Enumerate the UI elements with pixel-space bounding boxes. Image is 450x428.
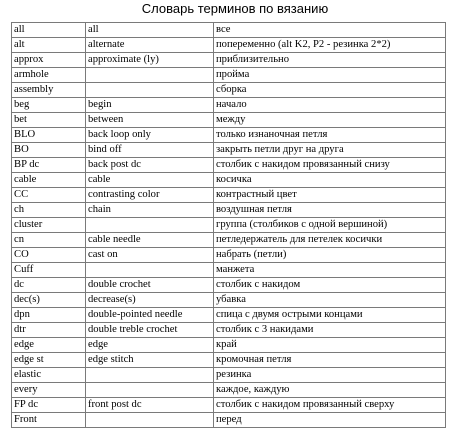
table-row [12, 53, 446, 68]
russian-term-cell: косичка [214, 173, 446, 188]
abbreviation-cell: BO [12, 143, 86, 158]
english-term-cell [86, 413, 214, 428]
abbreviation-cell: FP dc [12, 398, 86, 413]
russian-term-cell: пройма [214, 68, 446, 83]
russian-term-cell: воздушная петля [214, 203, 446, 218]
english-term-cell: front post dc [86, 398, 214, 413]
glossary-table [11, 22, 446, 428]
table-row [12, 338, 446, 353]
table-row [12, 293, 446, 308]
english-term-cell: contrasting color [86, 188, 214, 203]
table-row [12, 308, 446, 323]
abbreviation-cell: dc [12, 278, 86, 293]
russian-term-cell: начало [214, 98, 446, 113]
abbreviation-cell: bet [12, 113, 86, 128]
russian-term-cell: только изнаночная петля [214, 128, 446, 143]
russian-term-cell: петледержатель для петелек косички [214, 233, 446, 248]
russian-term-cell: край [214, 338, 446, 353]
table-row [12, 38, 446, 53]
english-term-cell: edge stitch [86, 353, 214, 368]
english-term-cell: edge [86, 338, 214, 353]
glossary-table-body [12, 23, 446, 428]
english-term-cell [86, 218, 214, 233]
table-row [12, 218, 446, 233]
abbreviation-cell: CC [12, 188, 86, 203]
table-row [12, 248, 446, 263]
abbreviation-cell: BP dc [12, 158, 86, 173]
abbreviation-cell: armhole [12, 68, 86, 83]
english-term-cell: alternate [86, 38, 214, 53]
table-row [12, 128, 446, 143]
abbreviation-cell: Front [12, 413, 86, 428]
abbreviation-cell: Cuff [12, 263, 86, 278]
table-row [12, 113, 446, 128]
english-term-cell: between [86, 113, 214, 128]
english-term-cell: decrease(s) [86, 293, 214, 308]
english-term-cell: double crochet [86, 278, 214, 293]
table-row [12, 203, 446, 218]
russian-term-cell: перед [214, 413, 446, 428]
english-term-cell [86, 368, 214, 383]
russian-term-cell: группа (столбиков с одной вершиной) [214, 218, 446, 233]
english-term-cell: bind off [86, 143, 214, 158]
table-row [12, 353, 446, 368]
abbreviation-cell: edge [12, 338, 86, 353]
abbreviation-cell: dpn [12, 308, 86, 323]
table-row [12, 398, 446, 413]
abbreviation-cell: approx [12, 53, 86, 68]
english-term-cell: back post dc [86, 158, 214, 173]
english-term-cell [86, 83, 214, 98]
abbreviation-cell: dtr [12, 323, 86, 338]
table-row [12, 368, 446, 383]
english-term-cell: cable needle [86, 233, 214, 248]
table-row [12, 173, 446, 188]
abbreviation-cell: CO [12, 248, 86, 263]
russian-term-cell: сборка [214, 83, 446, 98]
english-term-cell: double-pointed needle [86, 308, 214, 323]
russian-term-cell: контрастный цвет [214, 188, 446, 203]
table-row [12, 278, 446, 293]
table-row [12, 83, 446, 98]
table-row [12, 233, 446, 248]
abbreviation-cell: dec(s) [12, 293, 86, 308]
english-term-cell: double treble crochet [86, 323, 214, 338]
russian-term-cell: каждое, каждую [214, 383, 446, 398]
table-row [12, 383, 446, 398]
russian-term-cell: попеременно (alt K2, P2 - резинка 2*2) [214, 38, 446, 53]
page-title: Словарь терминов по вязанию [141, 1, 329, 16]
table-row [12, 413, 446, 428]
abbreviation-cell: elastic [12, 368, 86, 383]
abbreviation-cell: all [12, 23, 86, 38]
abbreviation-cell: alt [12, 38, 86, 53]
table-row [12, 143, 446, 158]
english-term-cell: cast on [86, 248, 214, 263]
russian-term-cell: между [214, 113, 446, 128]
abbreviation-cell: cluster [12, 218, 86, 233]
abbreviation-cell: cable [12, 173, 86, 188]
russian-term-cell: манжета [214, 263, 446, 278]
russian-term-cell: кромочная петля [214, 353, 446, 368]
english-term-cell [86, 68, 214, 83]
russian-term-cell: резинка [214, 368, 446, 383]
table-row [12, 323, 446, 338]
table-row [12, 98, 446, 113]
table-row [12, 68, 446, 83]
abbreviation-cell: ch [12, 203, 86, 218]
table-row [12, 23, 446, 38]
table-row [12, 158, 446, 173]
russian-term-cell: спица с двумя острыми концами [214, 308, 446, 323]
abbreviation-cell: cn [12, 233, 86, 248]
english-term-cell: all [86, 23, 214, 38]
abbreviation-cell: BLO [12, 128, 86, 143]
russian-term-cell: столбик с накидом [214, 278, 446, 293]
russian-term-cell: закрыть петли друг на друга [214, 143, 446, 158]
russian-term-cell: столбик с накидом провязанный сверху [214, 398, 446, 413]
abbreviation-cell: every [12, 383, 86, 398]
english-term-cell [86, 383, 214, 398]
english-term-cell: approximate (ly) [86, 53, 214, 68]
russian-term-cell: столбик с накидом провязанный снизу [214, 158, 446, 173]
russian-term-cell: столбик с 3 накидами [214, 323, 446, 338]
abbreviation-cell: beg [12, 98, 86, 113]
abbreviation-cell: assembly [12, 83, 86, 98]
russian-term-cell: убавка [214, 293, 446, 308]
english-term-cell: back loop only [86, 128, 214, 143]
english-term-cell [86, 263, 214, 278]
english-term-cell: begin [86, 98, 214, 113]
table-row [12, 188, 446, 203]
table-row [12, 263, 446, 278]
russian-term-cell: набрать (петли) [214, 248, 446, 263]
russian-term-cell: все [214, 23, 446, 38]
english-term-cell: cable [86, 173, 214, 188]
abbreviation-cell: edge st [12, 353, 86, 368]
english-term-cell: chain [86, 203, 214, 218]
russian-term-cell: приблизительно [214, 53, 446, 68]
